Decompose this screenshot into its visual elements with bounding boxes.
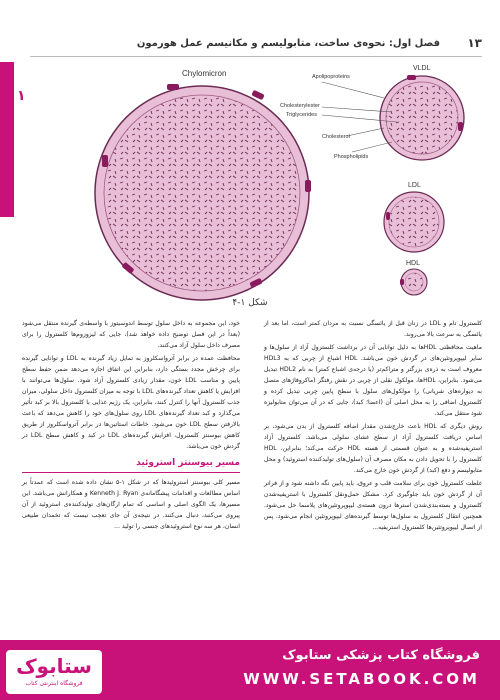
chylomicron-label: Chylomicron [182, 69, 227, 78]
hdl-particle [400, 269, 427, 295]
body-text [22, 318, 482, 673]
store-url-link[interactable]: WWW.SETABOOK.COM [243, 670, 480, 688]
paragraph: کلسترول تام و LDL در زنان قبل از یائسگی نسبت به مردان کمتر است، اما بعد از یائسگی به سرعت بالا می‌روند. [264, 320, 482, 338]
cholesterol-callout [347, 128, 384, 136]
paragraph: محافظت عمده در برابر آترواسکلروز به تمایل زیاد گیرنده به LDL و توانایی گیرنده برای چرخش مجدد بستگی دارد، بنابراین این اتفاق اجازه می‌دهد ضمن حفظ سطح پایین و مناسب LDL خون، مقدار زیادی کلسترول آزاد شود. سلول‌ها می‌توانند با افزایش یا کاهش تعداد گیرنده‌های LDL با توجه به میزان کلسترول داخل سلولی، میزان جذب کلسترول آنها را کنترل کنند، بنابراین، یک رژیم غذایی با کلسترول بالا بر کبد تأثیر می‌گذارد و کبد تعداد گیرنده‌های LDL روی سلول‌های خود را کاهش می‌دهد که باعث بالارفتن سطح LDL خون می‌شود. خاطات استاتین‌ها در برابر آترواسکلروز از طریق کاهش بیوسنتز کلسترول، افزایش گیرنده‌های LDL در کبد و کاهش سطح LDL در گردش خون می‌باشد. [22, 355, 241, 450]
chapter-side-tab [0, 62, 14, 217]
paragraph: روش دیگری که HDL باعث خارج‌شدن مقدار اضافه کلسترول از بدن می‌شود، بر اساس دریافت کلسترول آزاد از سطح غشای سلولی می‌باشد. کلسترول آزاد استریفیه‌شده و به عنوان قسمتی از هسته HDL حرکت می‌کند؛ بنابراین، HDL کلسترول را با تحویل دادن به مکان مصرف آن (سلول‌های تولید‌کننده استروئید) و محل متابولیسم و دفع (کبد) از گردش خون خارج می‌کند. [264, 423, 482, 474]
triglycerides-label: Triglycerides [286, 112, 317, 118]
page-number: ۱۳ [467, 36, 482, 50]
store-name: فروشگاه کتاب پزشکی ستابوک [282, 648, 480, 663]
paragraph: غلظت کلسترول خون برای سلامت قلب و عروق، باید پایین نگه داشته شود و از فراتر آن از گردش خون باید جلوگیری کرد. مشکل حمل‌ونقل کلسترول با استریفیه‌شدن کلسترول و بسته‌بندی‌شدن استرها درون هسته‌ی لیپوپروتئین‌های پلاسما حل می‌شود. همچنین انتقال کلسترول به سلول‌ها توسط گیرنده‌های لیپوپروتئین انجام می‌شود. پس از اتصال لیپوپروتئین‌ها کلسترول استریفیه... [264, 480, 482, 531]
right-column [264, 318, 482, 535]
paragraph: خود، این مجموعه به داخل سلول توسط اندوسیتوز با واسطه‌ی گیرنده منتقل می‌شود (بعداً در این فصل توضیح داده خواهد شد)، جایی که لیزوزوم‌ها کلسترول را برای مصرف داخل سلول آزاد می‌کنند. [22, 320, 240, 349]
logo-subtitle: فروشگاه اینترنتی کتاب [25, 680, 83, 687]
ldl-particle [384, 192, 444, 252]
paragraph: مسیر کلی بیوسنتز استروئیدها که در شکل ۱-۵ نشان داده شده است که عمدتاً بر اساس مطالعات و اقدامات پیشگامانه‌ی Kenneth J. Ryan و همکارانش می‌باشد. این مسیرها، یک الگوی اصلی و اساسی که تمام ارگان‌های تولیدکننده‌ی استروئید از آن پیروی می‌کنند، دنبال می‌کنند. در نتیجه‌ی آن جای تعجب نیست که تخمدان طبیعی انسان، هر سه نوع استروئیدهای جنسی را تولید ... [22, 479, 240, 530]
figure-caption: شکل ۱-۴ [232, 298, 268, 308]
left-column [22, 318, 240, 534]
apolipoproteins-callout [322, 82, 384, 98]
hdl-label: HDL [406, 260, 421, 267]
vldl-label: VLDL [413, 65, 431, 72]
apolipoproteins-label: Apolipoproteins [312, 74, 350, 80]
phospholipids-label: Phospholipids [334, 154, 369, 160]
vldl-particle [380, 75, 464, 160]
section-heading: مسیر بیوسنتز استروئید [136, 458, 240, 468]
lipoprotein-figure [22, 60, 492, 305]
logo-text: ستابوک [16, 654, 92, 678]
phospholipids-callout [352, 142, 392, 152]
chylomicron-particle [95, 84, 311, 300]
store-logo[interactable] [6, 650, 102, 694]
page-header [0, 0, 500, 60]
section-divider [22, 472, 240, 473]
chapter-tab-number: ۱ [17, 88, 26, 104]
cholesterol-label: Cholesterol [322, 134, 350, 140]
header-divider [30, 56, 482, 57]
cholesterylester-label: Cholesterylester [280, 103, 320, 109]
paragraph: ماهیت محافظتی HDLها به دلیل توانایی آن در برداشت کلسترول آزاد از سلول‌ها و سایر لیپوپروتئین‌های در گردش خون می‌باشد. HDL اشباع از چربی که به HDL3 معروف است به ذره‌ی بزرگتر و متراکم‌تر (یا درجه‌ی اشباع کمتر) به نام HDL2 تبدیل می‌شود. بنابراین، HDLها، مولکول نقلی از چربی در نقش رفتگر (ماکروفاژهای متصل به دیواره‌های شریانی) را مولکول‌های سلول با سطح پایین چربی تبدیل کرده و کلسترول اضافی را به محل اصلی آن (اعضا؛ کبد)، جایی که در آن می‌توان متابولیزه شود منتقل می‌کند. [264, 344, 483, 417]
ldl-label: LDL [408, 182, 421, 189]
chapter-title: فصل اول: نحوه‌ی ساخت، متابولیسم و مکانیسم عمل هورمون [136, 38, 440, 49]
